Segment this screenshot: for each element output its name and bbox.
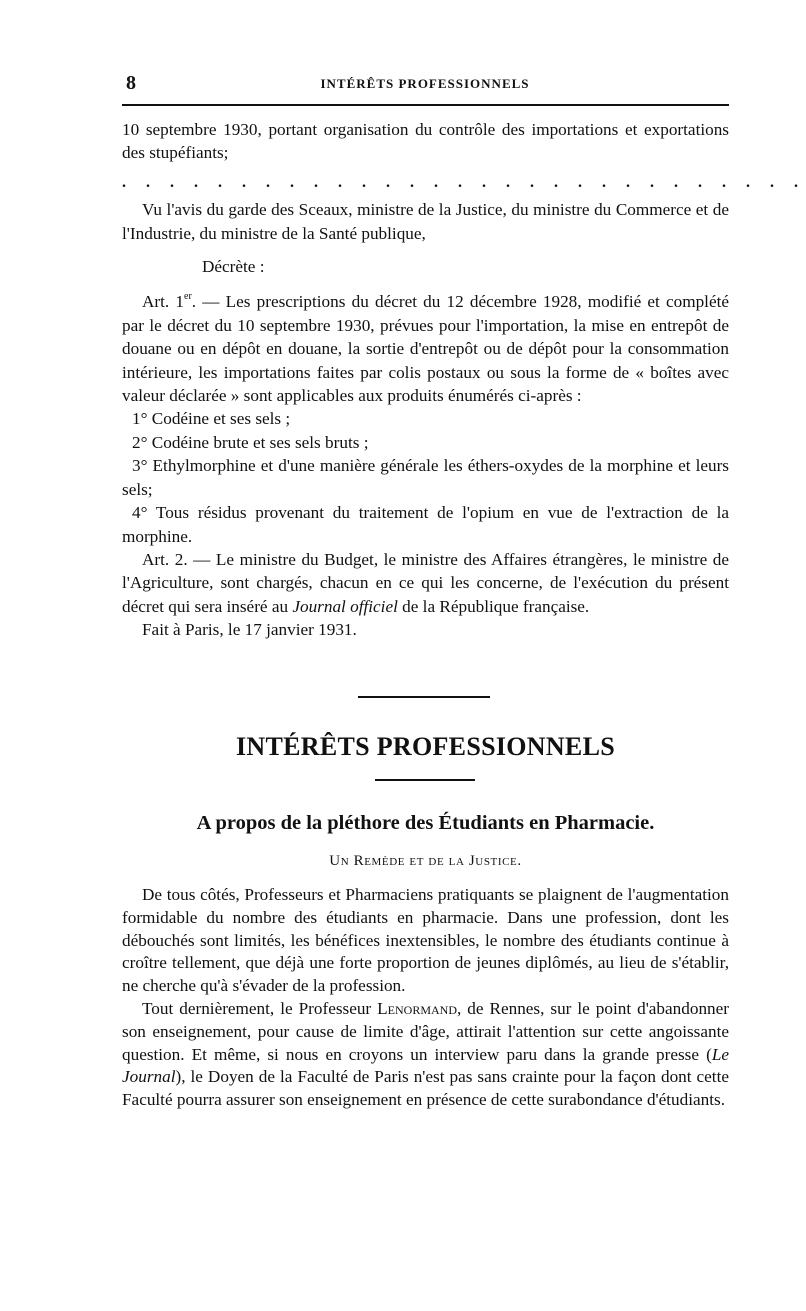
header-rule	[122, 104, 729, 106]
list-item: 3° Ethylmorphine et d'une manière générale les éthers-oxydes de la morphine et leurs sels;	[122, 456, 729, 499]
decrees-line: Décrète :	[202, 257, 265, 277]
article-1-superscript: er	[184, 291, 192, 303]
article-1-text: . — Les prescriptions du décret du 12 décembre 1928, modifié et complété par le décret du 10 septembre 1930, prévues pour l'importation, la mise en entrepôt de douane ou en dépôt en douane, la sortie d'entrepôt ou de dépôt pour la consommation intérieure, les importations faites par colis postaux ou sous la forme de « boîtes avec valeur déclarée » sont applicables aux produits énumérés ci-après :	[122, 292, 729, 406]
article-paragraph-2	[122, 998, 729, 1112]
newspaper-title: Le Journal	[122, 1044, 729, 1087]
article-body	[122, 884, 729, 1112]
article-paragraph-1: De tous côtés, Professeurs et Pharmaciens pratiquants se plaignent de l'augmentation formidable du nombre des étudiants en pharmacie. Dans une profession, dont les débouchés sont limités, les bénéfices inextensibles, le nombre des étudiants continue à croître tellement, que déjà une forte proportion de jeunes diplômés, au lieu de s'établir, ne cherche qu'à s'évader de la profession.	[122, 885, 729, 996]
article-2	[122, 548, 729, 618]
journal-officiel-title: Journal officiel	[292, 596, 398, 616]
paragraph-2-middle: , de Rennes, sur le point d'abandonner son enseignement, pour cause de limite d'âge, attirait l'attention sur cette angoissante question. Et même, si nous en croyons un interview paru dans la grande presse (	[122, 998, 729, 1064]
ellipsis-line: . . . . . . . . . . . . . . . . . . . . . . . . . . . . .	[122, 173, 806, 191]
article-subtitle: Un Remède et de la Justice.	[329, 853, 522, 869]
section-title: INTÉRÊTS PROFESSIONNELS	[236, 732, 615, 761]
article-title: A propos de la pléthore des Étudiants en Pharmacie.	[196, 812, 655, 834]
decree-text	[122, 118, 806, 642]
article-1	[122, 290, 729, 407]
article-1-label: Art. 1	[142, 292, 184, 312]
paragraph-2-start: Tout dernièrement, le Professeur	[142, 998, 378, 1018]
professor-name: Lenormand	[377, 998, 457, 1018]
page-number: 8	[126, 72, 136, 94]
page-header	[122, 72, 728, 94]
preamble-paragraph: 10 septembre 1930, portant organisation du contrôle des importations et exportations des stupéfiants;	[122, 120, 729, 163]
separator-rule	[358, 696, 490, 698]
section-rule	[375, 779, 475, 781]
list-item: 4° Tous résidus provenant du traitement de l'opium en vue de l'extraction de la morphine.	[122, 503, 729, 546]
paragraph-2-end: ), le Doyen de la Faculté de Paris n'est pas sans crainte pour la façon dont cette Faculté pourra assurer son enseignement en présence de cette surabondance d'étudiants.	[122, 1067, 729, 1110]
signature-line: Fait à Paris, le 17 janvier 1931.	[142, 620, 357, 640]
list-item: 2° Codéine brute et ses sels bruts ;	[132, 432, 369, 452]
article-2-text-end: de la République française.	[397, 596, 590, 616]
article-2-text: Art. 2. — Le ministre du Budget, le ministre des Affaires étrangères, le ministre de l'Agriculture, sont chargés, chacun en ce qui les concerne, de l'exécution du présent décret qui sera inséré au	[122, 549, 729, 616]
running-title: INTÉRÊTS PROFESSIONNELS	[320, 76, 530, 91]
preamble-paragraph-2: Vu l'avis du garde des Sceaux, ministre de la Justice, du ministre du Commerce et de l'Industrie, du ministre de la Santé publique,	[122, 200, 729, 243]
list-item: 1° Codéine et ses sels ;	[132, 409, 291, 429]
